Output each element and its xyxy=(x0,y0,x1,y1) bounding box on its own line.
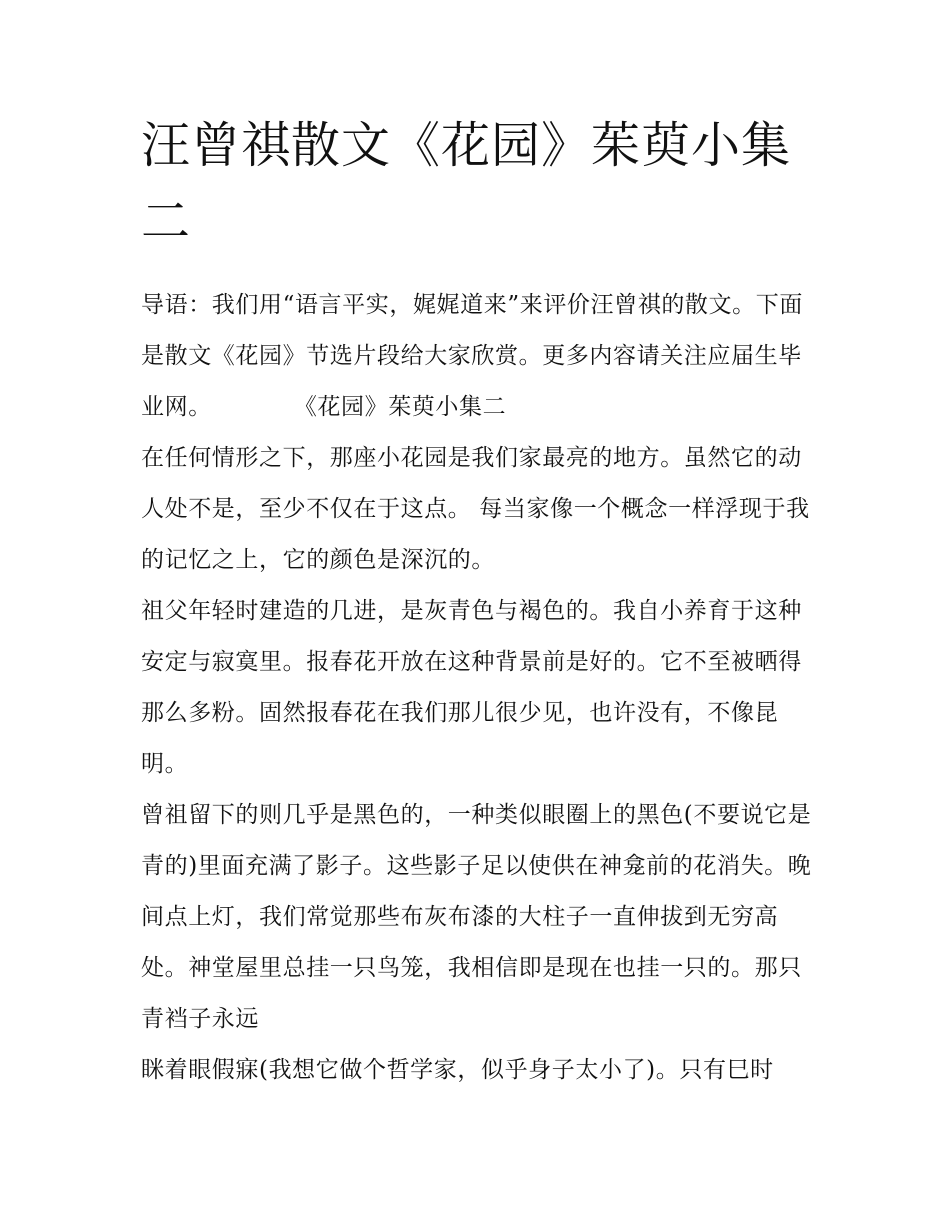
paragraph: 眯着眼假寐(我想它做个哲学家，似乎身子太小了)。只有巳时 xyxy=(141,1057,774,1083)
document-title: 汪曾祺散文《花园》茱萸小集二 xyxy=(141,117,792,250)
intro-subtitle: 《花园》茱萸小集二 xyxy=(293,394,507,420)
intro-paragraph xyxy=(141,280,815,433)
paragraph: 曾祖留下的则几乎是黑色的，一种类似眼圈上的黑色(不要说它是青的)里面充满了影子。这些影子足以使供在神龛前的花消失。晚间点上灯，我们常觉那些布灰布漆的大柱子一直伸拔到无穷高处。神堂屋里总挂一只鸟笼，我相信即是现在也挂一只的。那只青裆子永远 xyxy=(141,802,812,1032)
paragraph: 在任何情形之下，那座小花园是我们家最亮的地方。虽然它的动人处不是，至少不仅在于这点。 每当家像一个概念一样浮现于我的记忆之上，它的颜色是深沉的。 xyxy=(141,445,810,573)
document-body xyxy=(141,280,815,1096)
paragraph: 祖父年轻时建造的几进，是灰青色与褐色的。我自小养育于这种安定与寂寞里。报春花开放在这种背景前是好的。它不至被晒得那么多粉。固然报春花在我们那儿很少见，也许没有，不像昆明。 xyxy=(141,598,802,777)
intro-text: 导语：我们用“语言平实，娓娓道来”来评价汪曾祺的散文。下面是散文《花园》节选片段给大家欣赏。更多内容请关注应届生毕业网。 xyxy=(141,292,803,420)
